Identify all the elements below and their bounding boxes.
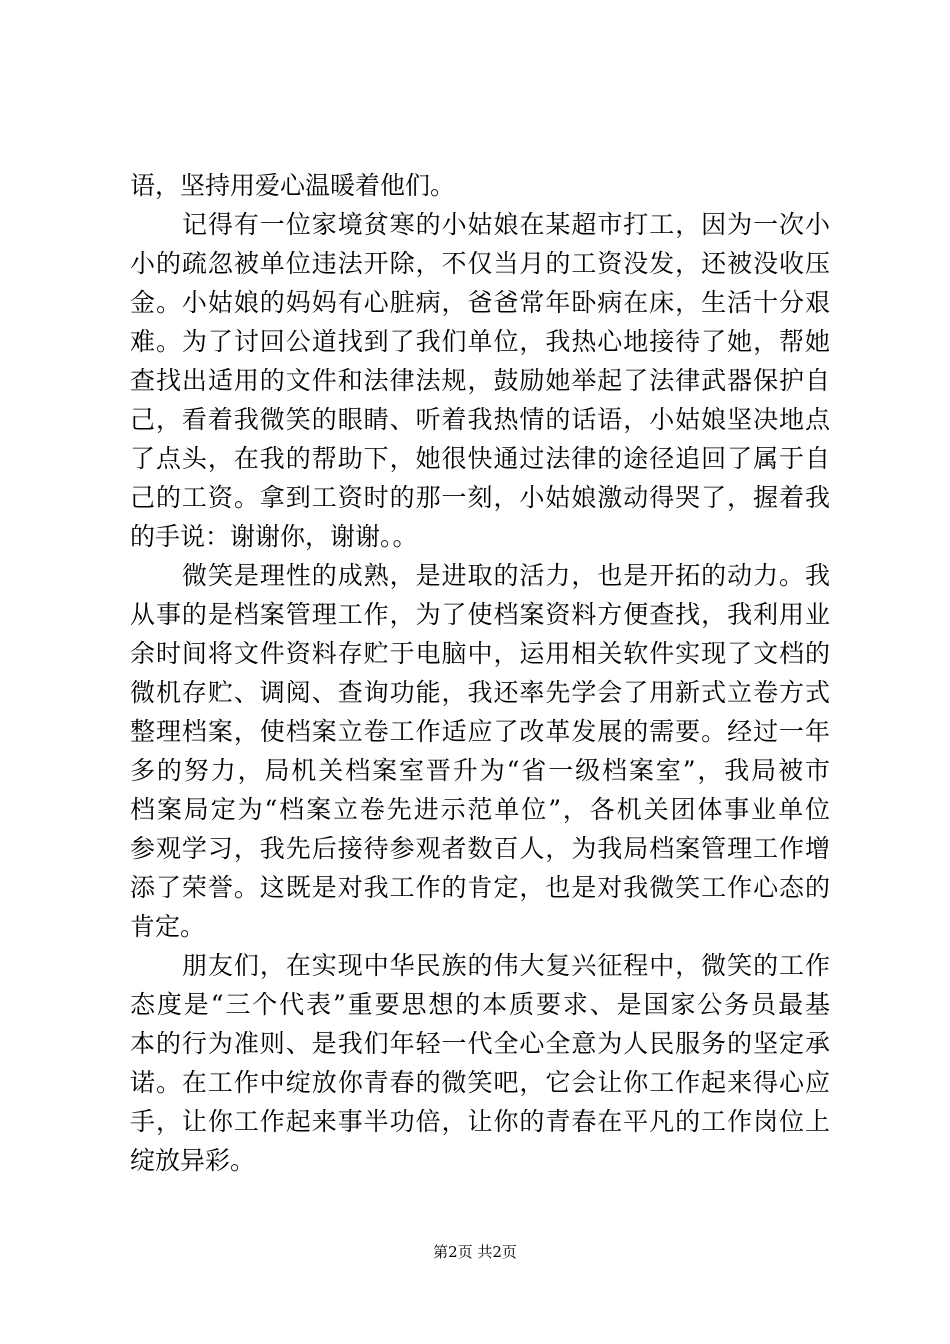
paragraph-line: 添了荣誉。这既是对我工作的肯定，也是对我微笑工作心态的 (130, 873, 830, 902)
paragraph (130, 556, 830, 946)
paragraph-line: 微笑是理性的成熟，是进取的活力，也是开拓的动力。我 (182, 561, 830, 590)
paragraph-line: 的手说：谢谢你，谢谢。。 (130, 522, 418, 551)
paragraph-line: 手，让你工作起来事半功倍，让你的青春在平凡的工作岗位上 (130, 1107, 830, 1136)
paragraph (130, 946, 830, 1180)
paragraph-line: 诺。在工作中绽放你青春的微笑吧，它会让你工作起来得心应 (130, 1068, 830, 1097)
page-footer: 第2页 共2页 (433, 1243, 517, 1261)
paragraph-line: 难。为了讨回公道找到了我们单位，我热心地接待了她，帮她 (130, 327, 830, 356)
paragraph-line: 己，看着我微笑的眼睛、听着我热情的话语，小姑娘坚决地点 (130, 405, 830, 434)
paragraph-line: 微机存贮、调阅、查询功能，我还率先学会了用新式立卷方式 (130, 678, 830, 707)
paragraph-line: 本的行为准则、是我们年轻一代全心全意为人民服务的坚定承 (130, 1029, 830, 1058)
paragraph-line: 了点头，在我的帮助下，她很快通过法律的途径追回了属于自 (130, 444, 830, 473)
paragraph-line: 小的疏忽被单位违法开除，不仅当月的工资没发，还被没收压 (130, 249, 830, 278)
paragraph-line: 参观学习，我先后接待参观者数百人，为我局档案管理工作增 (130, 834, 830, 863)
paragraph-line: 朋友们，在实现中华民族的伟大复兴征程中，微笑的工作 (182, 951, 830, 980)
paragraph-line: 己的工资。拿到工资时的那一刻，小姑娘激动得哭了，握着我 (130, 483, 830, 512)
paragraph-line: 从事的是档案管理工作，为了使档案资料方便查找，我利用业 (130, 600, 830, 629)
paragraph-line: 档案局定为“档案立卷先进示范单位”，各机关团体事业单位 (130, 795, 830, 824)
paragraph-line: 整理档案，使档案立卷工作适应了改革发展的需要。经过一年 (130, 717, 830, 746)
paragraph-line: 态度是“三个代表”重要思想的本质要求、是国家公务员最基 (130, 990, 830, 1019)
paragraph-line: 金。小姑娘的妈妈有心脏病，爸爸常年卧病在床，生活十分艰 (130, 288, 830, 317)
document-body (130, 166, 830, 1180)
paragraph-line: 查找出适用的文件和法律法规，鼓励她举起了法律武器保护自 (130, 366, 830, 395)
paragraph-line: 多的努力，局机关档案室晋升为“省一级档案室”，我局被市 (130, 756, 830, 785)
paragraph-line: 余时间将文件资料存贮于电脑中，运用相关软件实现了文档的 (130, 639, 830, 668)
paragraph-line: 肯定。 (130, 912, 206, 941)
paragraph (130, 205, 830, 556)
paragraph-line: 绽放异彩。 (130, 1146, 256, 1175)
paragraph-line: 记得有一位家境贫寒的小姑娘在某超市打工，因为一次小 (182, 210, 830, 239)
paragraph-line: 语，坚持用爱心温暖着他们。 (130, 171, 456, 200)
paragraph (130, 166, 830, 205)
